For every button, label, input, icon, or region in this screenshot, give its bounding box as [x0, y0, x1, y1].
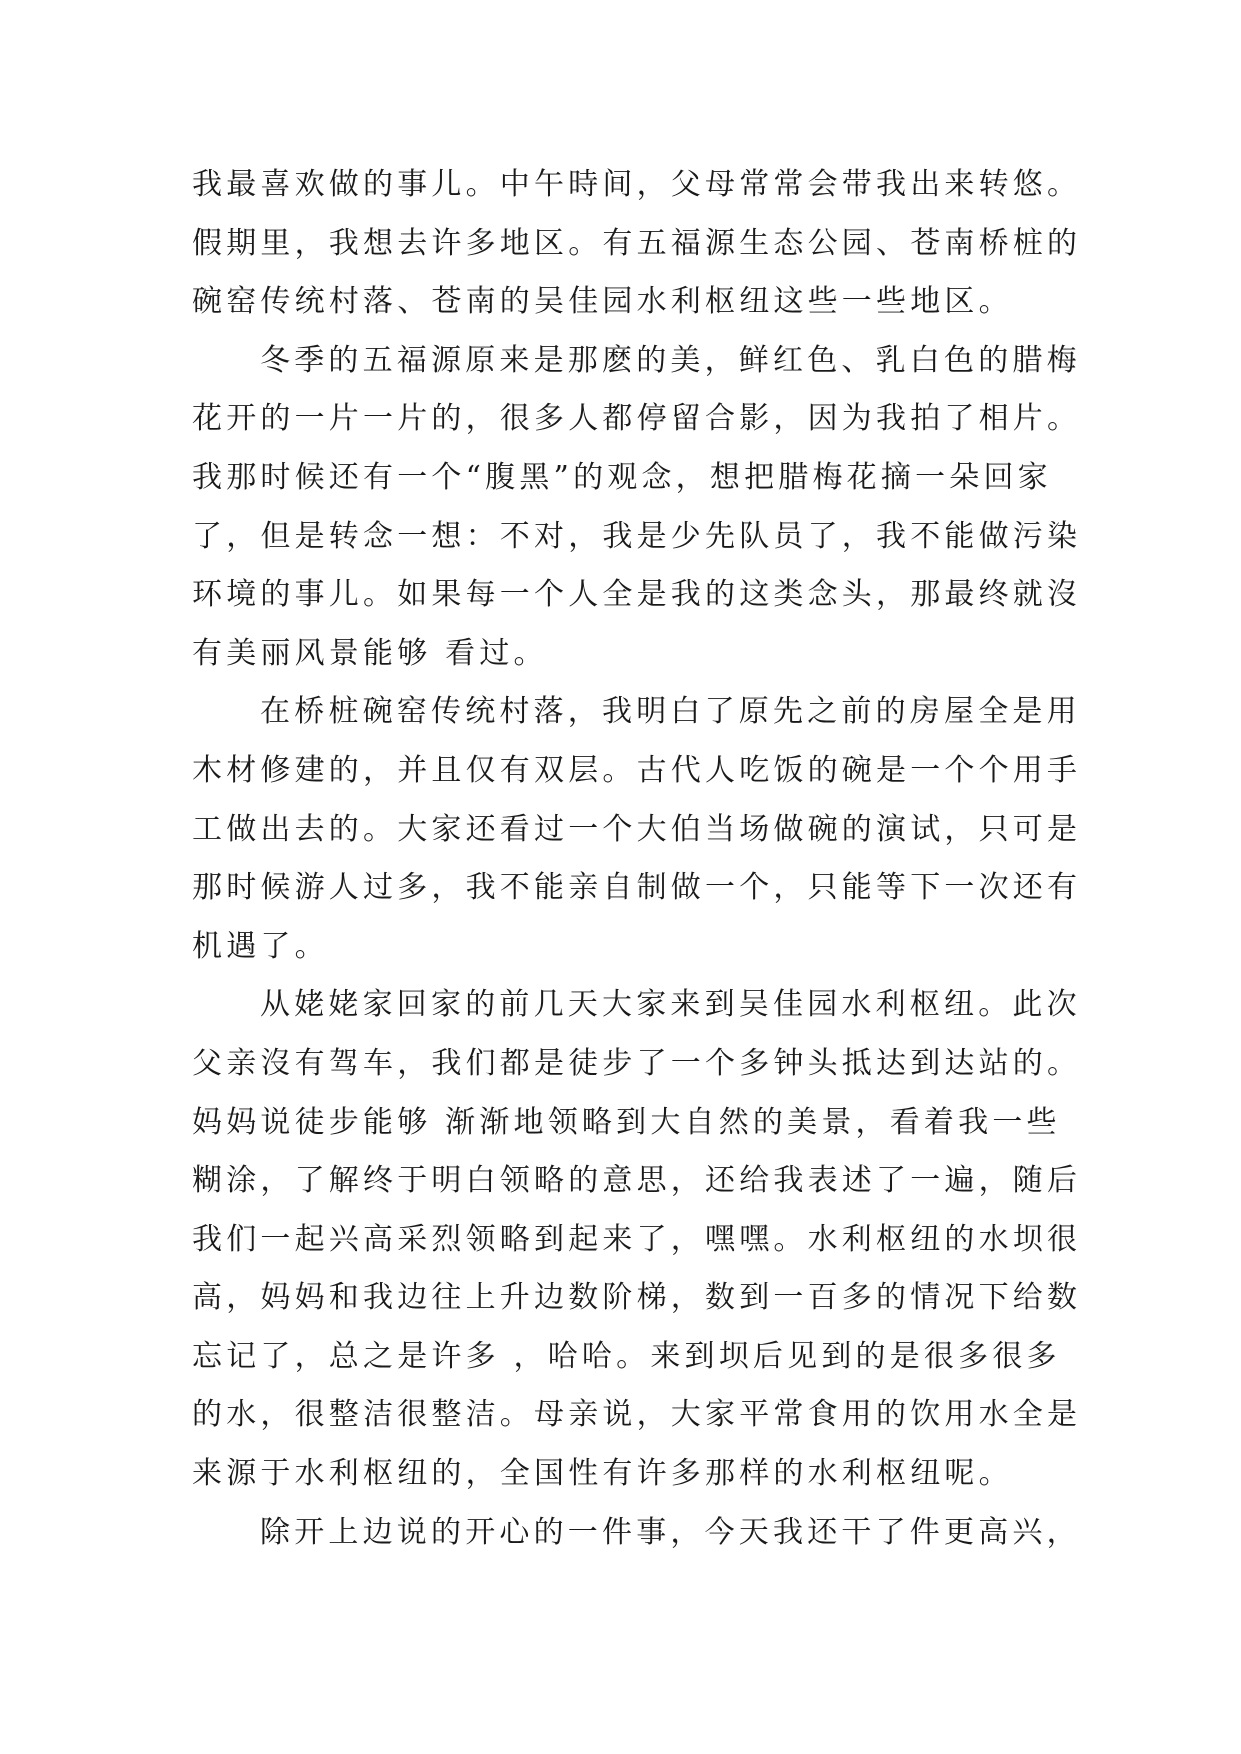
text-line: 碗窑传统村落、苍南的吴佳园水利枢纽这些一些地区。 — [192, 284, 1013, 320]
text-line: 高，妈妈和我边往上升边数阶梯，数到一百多的情况下给数 — [192, 1280, 1082, 1316]
text-line: 工做出去的。大家还看过一个大伯当场做碗的演试，只可是 — [192, 811, 1082, 847]
document-body — [192, 156, 1082, 1562]
text-line: 有美丽风景能够 看过。 — [192, 635, 548, 671]
text-line: 机遇了。 — [192, 928, 329, 964]
text-line: 的水，很整洁很整洁。母亲说，大家平常食用的饮用水全是 — [192, 1397, 1082, 1433]
text-line: 我那时候还有一个“腹黑”的观念，想把腊梅花摘一朵回家 — [192, 459, 1052, 495]
text-line: 我最喜欢做的事儿。中午時间，父母常常会带我出来转悠。 — [192, 167, 1082, 202]
text-line: 木材修建的，并且仅有双层。古代人吃饭的碗是一个个用手 — [192, 752, 1082, 788]
paragraph-first-line: 冬季的五福源原来是那麽的美，鲜红色、乳白色的腊梅 — [260, 342, 1081, 378]
text-line: 糊涂，了解终于明白领略的意思，还给我表述了一遍，随后 — [192, 1163, 1082, 1199]
text-line: 妈妈说徒步能够 渐渐地领略到大自然的美景，看着我一些 — [192, 1104, 1061, 1140]
text-line: 我们一起兴高采烈领略到起来了，嘿嘿。水利枢纽的水坝很 — [192, 1221, 1082, 1257]
text-line: 来源于水利枢纽的，全国性有许多那样的水利枢纽呢。 — [192, 1456, 1013, 1492]
paragraph-first-line: 从姥姥家回家的前几天大家来到吴佳园水利枢纽。此次 — [260, 987, 1081, 1023]
text-line: 父亲沒有驾车，我们都是徒步了一个多钟头抵达到达站的。 — [192, 1045, 1082, 1081]
paragraph-first-line: 在桥桩碗窑传统村落，我明白了原先之前的房屋全是用 — [260, 694, 1081, 730]
text-line: 忘记了，总之是许多 ，哈哈。来到坝后见到的是很多很多 — [192, 1338, 1061, 1374]
text-line: 了，但是转念一想：不对，我是少先队员了，我不能做污染 — [192, 518, 1082, 554]
text-line: 那时候游人过多，我不能亲自制做一个，只能等下一次还有 — [192, 870, 1082, 906]
paragraph-first-line: 除开上边说的开心的一件事，今天我还干了件更高兴， — [260, 1514, 1081, 1550]
text-line: 环境的事儿。如果每一个人全是我的这类念头，那最终就沒 — [192, 577, 1082, 613]
text-line: 假期里，我想去许多地区。有五福源生态公园、苍南桥桩的 — [192, 225, 1082, 261]
text-line: 花开的一片一片的，很多人都停留合影，因为我拍了相片。 — [192, 401, 1082, 437]
